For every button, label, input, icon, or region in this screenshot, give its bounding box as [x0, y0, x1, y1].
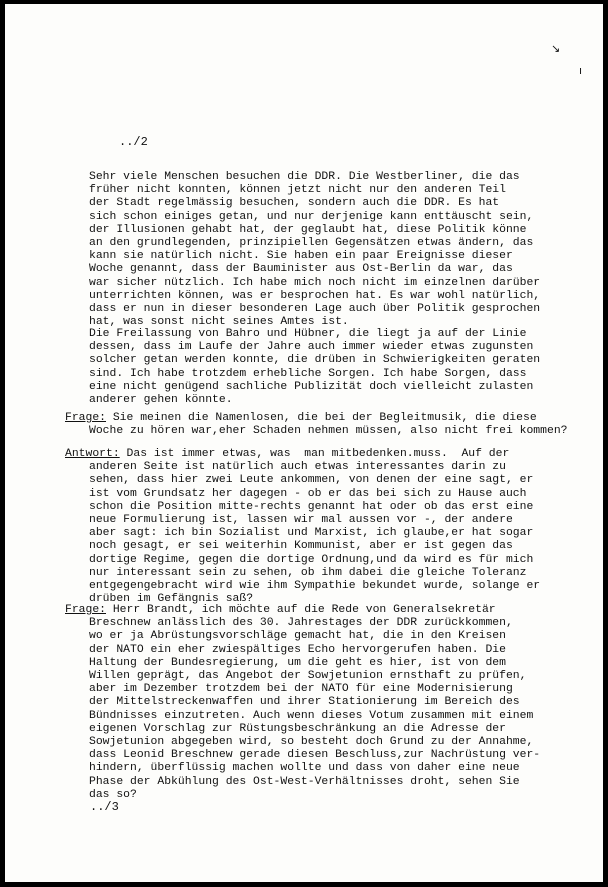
exchange-first-line	[65, 412, 568, 425]
text-line: der Mittelstreckenwaffen und ihrer Stationierung im Bereich des	[89, 696, 520, 709]
text-line: Sehr viele Menschen besuchen die DDR. Die Westberliner, die das	[89, 171, 520, 183]
page-reference-top: ../2	[119, 135, 148, 149]
text-line: Willen geprägt, das Angebot der Sowjetunion ernsthaft zu prüfen,	[89, 670, 527, 683]
text-line: Haltung der Bundesregierung, um die geht es hier, ist von dem	[89, 656, 506, 669]
question-block	[65, 604, 540, 802]
text-line: sehen, dass hier zwei Leute ankommen, von denen der eine sagt, er	[89, 474, 534, 487]
text-line: aber im Dezember trotzdem bei der NATO für eine Modernisierung	[89, 683, 513, 696]
text-line: drüben im Gefängnis saß?	[89, 593, 254, 606]
text-line: hat, was sonst nicht seines Amtes ist.	[89, 316, 349, 329]
text-line: Bündnisses einzutreten. Auch wenn dieses Votum zusammen mit einem	[89, 709, 534, 722]
text-line: an den grundlegenden, prinzipiellen Gegensätzen etwas ändern, das	[89, 237, 534, 250]
margin-tick-mark: ↘	[551, 42, 561, 55]
text-line: Das ist immer etwas, was man mitbedenken.muss. Auf der	[119, 448, 510, 460]
text-line: noch gesagt, er sei weiterhin Kommunist, aber er ist gegen das	[89, 540, 513, 553]
text-line: aber sagt: ich bin Sozialist und Marxist, ich glaube,er hat sogar	[89, 527, 534, 540]
text-line: dass Leonid Breschnew gerade diesen Beschluss,zur Nachrüstung ver-	[89, 749, 541, 762]
text-line: das so?	[89, 788, 137, 801]
text-line: hindern, überflüssig machen wollte und dass von daher eine neue	[89, 762, 520, 775]
body-paragraph	[89, 328, 540, 407]
question-block	[65, 412, 568, 438]
text-line: Herr Brandt, ich möchte auf die Rede von Generalsekretär	[106, 604, 496, 616]
text-line: Woche zu hören war,eher Schaden nehmen müssen, also nicht frei kommen?	[89, 425, 568, 438]
margin-tick-mark-small: ı	[579, 64, 583, 77]
text-line: früher nicht konnten, können jetzt nicht nur den anderen Teil	[89, 184, 506, 197]
text-line: sich schon einiges getan, und nur derjenige kann enttäuscht sein,	[89, 210, 534, 223]
text-line: Phase der Abkühlung des Ost-West-Verhältnisses droht, sehen Sie	[89, 775, 520, 788]
text-line: eigenen Vorschlag zur Rüstungsbeschränkung an die Adresse der	[89, 722, 506, 735]
text-line: war sicher nützlich. Ich habe mich noch nicht im einzelnen darüber	[89, 276, 541, 289]
body-paragraph	[89, 171, 540, 329]
page-reference-bottom: ../3	[90, 800, 119, 814]
question-label: Frage:	[65, 604, 107, 616]
text-line: nur interessant sein zu sehen, ob ihm dabei die gleiche Toleranz	[89, 566, 527, 579]
text-line: Sie meinen die Namenlosen, die bei der Begleitmusik, die diese	[106, 412, 537, 424]
text-line: neue Formulierung ist, lassen wir mal aussen vor -, der andere	[89, 514, 513, 527]
text-line: solcher getan werden konnte, die drüben in Schwierigkeiten geraten	[89, 354, 541, 367]
exchange-first-line	[65, 448, 540, 461]
text-line: schon die Position mitte-rechts genannt hat oder ob das erst eine	[89, 500, 534, 513]
text-line: unterrichten können, was er besprochen hat. Es war wohl natürlich,	[89, 289, 541, 302]
text-line: dessen, dass im Laufe der Jahre auch immer wieder etwas zugunsten	[89, 341, 534, 354]
text-line: sind. Ich habe trotzdem erhebliche Sorgen. Ich habe Sorgen, dass	[89, 367, 527, 380]
text-line: ist vom Grundsatz her dagegen - ob er das bei sich zu Hause auch	[89, 487, 527, 500]
question-label: Frage:	[65, 412, 107, 424]
text-line: entgegengebracht wird wie ihm Sympathie bekundet wurde, solange er	[89, 580, 541, 593]
exchange-first-line	[65, 604, 540, 617]
text-line: anderer gehen könnte.	[89, 394, 233, 407]
answer-block	[65, 448, 540, 606]
answer-label: Antwort:	[65, 448, 120, 460]
text-line: dortige Regime, gegen die dortige Ordnung,und da wird es für mich	[89, 553, 534, 566]
text-line: der Illusionen gehabt hat, der geglaubt hat, diese Politik könne	[89, 223, 527, 236]
text-line: kann sie natürlich nicht. Sie haben ein paar Ereignisse dieser	[89, 250, 513, 263]
text-line: der Stadt regelmässig besuchen, sondern auch die DDR. Es hat	[89, 197, 500, 210]
text-line: wo er ja Abrüstungsvorschläge gemacht hat, die in den Kreisen	[89, 630, 506, 643]
text-line: Die Freilassung von Bahro und Hübner, die liegt ja auf der Linie	[89, 328, 527, 340]
text-line: anderen Seite ist natürlich auch etwas interessantes darin zu	[89, 461, 506, 474]
text-line: eine nicht genügend sachliche Publizität doch vielleicht zulasten	[89, 380, 534, 393]
text-line: dass er nun in dieser besonderen Lage auch über Politik gesprochen	[89, 303, 541, 316]
text-line: Breschnew anlässlich des 30. Jahrestages der DDR zurückkommen,	[89, 617, 513, 630]
text-line: Sowjetunion abgegeben wird, so besteht doch Grund zu der Annahme,	[89, 736, 534, 749]
text-line: der NATO ein eher zwiespältiges Echo hervorgerufen haben. Die	[89, 643, 506, 656]
document-page	[5, 4, 603, 882]
text-line: Woche genannt, dass der Bauminister aus Ost-Berlin da war, das	[89, 263, 513, 276]
